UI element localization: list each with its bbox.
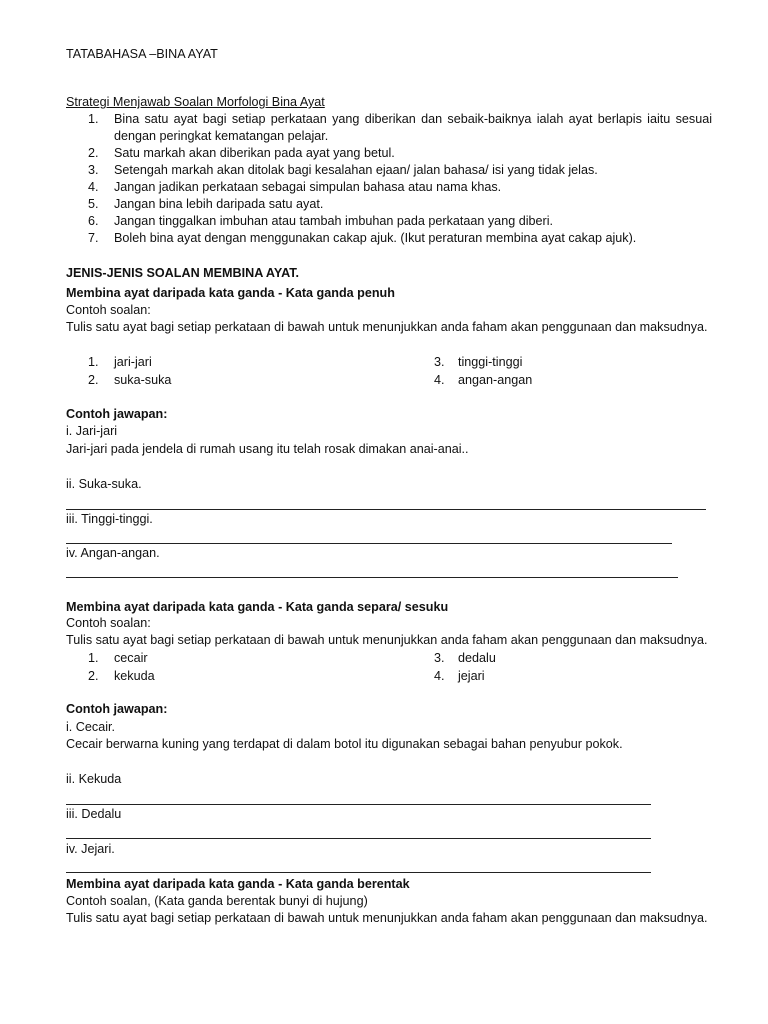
- section2-answer-ii-label: ii. Kekuda: [66, 772, 122, 786]
- list-item-number: 4.: [88, 180, 99, 194]
- section1-contoh-soalan: Contoh soalan:: [66, 303, 151, 317]
- section2-contoh-jawapan: Contoh jawapan:: [66, 702, 168, 716]
- word-text: kekuda: [114, 669, 155, 683]
- word-text: tinggi-tinggi: [458, 355, 523, 369]
- list-item-number: 5.: [88, 197, 99, 211]
- word-number: 4.: [434, 373, 445, 387]
- section2-contoh-soalan: Contoh soalan:: [66, 616, 151, 630]
- section3-instruction: Tulis satu ayat bagi setiap perkataan di bawah untuk menunjukkan anda faham akan penggunaan dan maksudnya.: [66, 911, 708, 925]
- strategy-list: [66, 111, 712, 247]
- word-text: jejari: [458, 669, 485, 683]
- word-number: 1.: [88, 651, 99, 665]
- section3-contoh-soalan: Contoh soalan, (Kata ganda berentak bunyi di hujung): [66, 894, 368, 908]
- word-text: jari-jari: [114, 355, 152, 369]
- section1-answer-ii-label: ii. Suka-suka.: [66, 477, 142, 491]
- list-item-text: Jangan bina lebih daripada satu ayat.: [114, 197, 324, 211]
- word-number: 4.: [434, 669, 445, 683]
- document-title: TATABAHASA –BINA AYAT: [66, 47, 218, 61]
- section1-answer-iii-label: iii. Tinggi-tinggi.: [66, 512, 153, 526]
- list-item: [66, 230, 712, 247]
- section1-answer-iv-label: iv. Angan-angan.: [66, 546, 160, 560]
- section2-answer-iv-label: iv. Jejari.: [66, 842, 115, 856]
- word-number: 2.: [88, 373, 99, 387]
- strategy-heading: Strategi Menjawab Soalan Morfologi Bina Ayat: [66, 95, 325, 109]
- section2-answer-i-label: i. Cecair.: [66, 720, 115, 734]
- list-item: [66, 196, 712, 213]
- word-number: 3.: [434, 355, 445, 369]
- list-item: [66, 667, 712, 685]
- section1-answer-i-text: Jari-jari pada jendela di rumah usang itu telah rosak dimakan anai-anai..: [66, 442, 469, 456]
- list-item: [66, 111, 712, 145]
- section1-contoh-jawapan: Contoh jawapan:: [66, 407, 168, 421]
- list-item: [66, 213, 712, 230]
- section1-instruction: Tulis satu ayat bagi setiap perkataan di bawah untuk menunjukkan anda faham akan penggunaan dan maksudnya.: [66, 320, 708, 334]
- word-number: 3.: [434, 651, 445, 665]
- list-item-number: 1.: [88, 112, 99, 126]
- list-item-number: 7.: [88, 231, 99, 245]
- list-item-text: Bina satu ayat bagi setiap perkataan yang diberikan dan sebaik-baiknya ialah ayat berlapis iaitu sesuai dengan peringkat kematangan pelajar.: [114, 112, 712, 143]
- answer-blank-line[interactable]: [66, 577, 678, 578]
- list-item-number: 6.: [88, 214, 99, 228]
- list-item-text: Jangan jadikan perkataan sebagai simpulan bahasa atau nama khas.: [114, 180, 502, 194]
- list-item: [66, 371, 712, 389]
- list-item: [66, 353, 712, 371]
- list-item: [66, 145, 712, 162]
- section2-answer-iii-label: iii. Dedalu: [66, 807, 122, 821]
- word-text: angan-angan: [458, 373, 533, 387]
- list-item-text: Satu markah akan diberikan pada ayat yang betul.: [114, 146, 395, 160]
- section2-title: Membina ayat daripada kata ganda - Kata ganda separa/ sesuku: [66, 600, 449, 614]
- section1-title: Membina ayat daripada kata ganda - Kata ganda penuh: [66, 286, 395, 300]
- list-item-text: Jangan tinggalkan imbuhan atau tambah imbuhan pada perkataan yang diberi.: [114, 214, 553, 228]
- list-item-text: Boleh bina ayat dengan menggunakan cakap ajuk. (Ikut peraturan membina ayat cakap ajuk).: [114, 231, 637, 245]
- answer-blank-line[interactable]: [66, 543, 672, 544]
- section1-word-list: [66, 353, 712, 389]
- section2-answer-i-text: Cecair berwarna kuning yang terdapat di dalam botol itu digunakan sebagai bahan penyubur pokok.: [66, 737, 623, 751]
- answer-blank-line[interactable]: [66, 838, 651, 839]
- section3-title: Membina ayat daripada kata ganda - Kata ganda berentak: [66, 877, 410, 891]
- list-item: [66, 162, 712, 179]
- answer-blank-line[interactable]: [66, 509, 706, 510]
- word-text: cecair: [114, 651, 148, 665]
- section2-word-list: [66, 649, 712, 685]
- word-number: 1.: [88, 355, 99, 369]
- list-item-number: 2.: [88, 146, 99, 160]
- types-heading: JENIS-JENIS SOALAN MEMBINA AYAT.: [66, 266, 300, 280]
- section2-instruction: Tulis satu ayat bagi setiap perkataan di bawah untuk menunjukkan anda faham akan penggunaan dan maksudnya.: [66, 633, 708, 647]
- answer-blank-line[interactable]: [66, 804, 651, 805]
- list-item: [66, 179, 712, 196]
- section1-answer-i-label: i. Jari-jari: [66, 424, 118, 438]
- word-text: dedalu: [458, 651, 496, 665]
- word-text: suka-suka: [114, 373, 172, 387]
- list-item: [66, 649, 712, 667]
- list-item-text: Setengah markah akan ditolak bagi kesalahan ejaan/ jalan bahasa/ isi yang tidak jelas.: [114, 163, 598, 177]
- answer-blank-line[interactable]: [66, 872, 651, 873]
- list-item-number: 3.: [88, 163, 99, 177]
- word-number: 2.: [88, 669, 99, 683]
